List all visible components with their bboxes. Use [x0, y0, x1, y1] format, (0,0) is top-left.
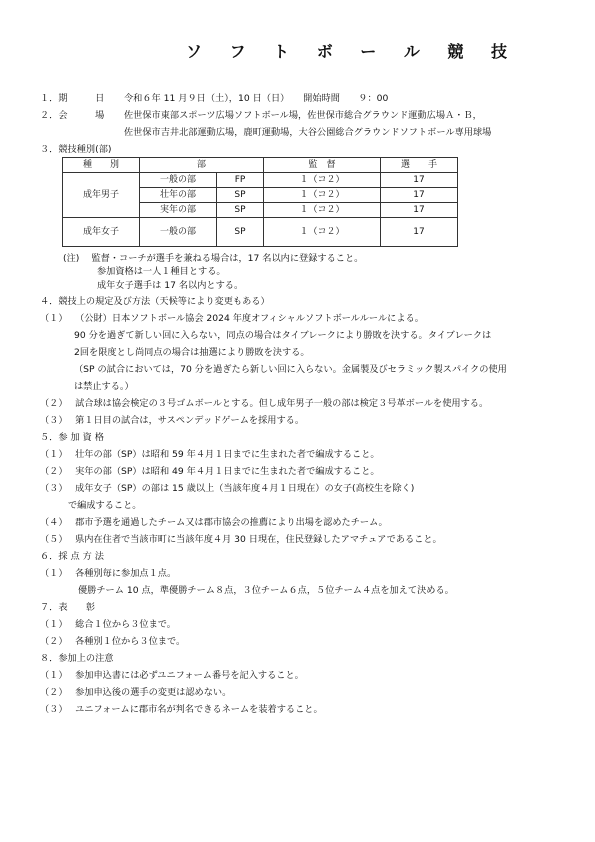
section-2-label: ２．会 場: [40, 110, 105, 121]
page-title: ソ フ ト ボ ー ル 競 技: [186, 42, 518, 61]
table-note-3: 成年女子選手は 17 名以内とする。: [97, 280, 244, 291]
table-header-row: [63, 158, 458, 173]
eligibility-line: （５） 県内在住者で当該市町に当該年度４月 30 日現在，住民登録したアマチュアであること。: [40, 534, 442, 545]
venue-line-2: 佐世保市吉井北部運動広場，鹿町運動場，大谷公園総合グラウンドソフトボール専用球場: [124, 127, 492, 138]
scoring-line: 優勝チーム 10 点，準優勝チーム８点，３位チーム６点，５位チーム４点を加えて決める。: [78, 585, 454, 596]
event-table: [62, 157, 458, 247]
coach-cell: １（コ２）: [264, 188, 381, 203]
type-cell: FP: [217, 173, 264, 188]
section-1-label: １．期 日: [40, 93, 105, 104]
venue-line-1: 佐世保市東部スポーツ広場ソフトボール場，佐世保市総合グラウンド運動広場Ａ・Ｂ，: [124, 110, 482, 121]
rule-line: （SP の試合においては，70 分を過ぎたら新しい回に入らない。金属製及びセラミック製スパイクの使用: [74, 364, 507, 375]
table-row: [63, 173, 458, 188]
eligibility-line: （４） 郡市予選を通過したチーム又は郡市協会の推薦により出場を認めたチーム。: [40, 517, 388, 528]
rule-line: は禁止する。）: [74, 381, 134, 392]
type-cell: SP: [217, 188, 264, 203]
header-category: 種 別: [63, 158, 140, 173]
coach-cell: １（コ２）: [264, 173, 381, 188]
section-8-heading: ８．参加上の注意: [40, 653, 114, 664]
coach-cell: １（コ２）: [264, 203, 381, 218]
header-division: 部: [140, 158, 264, 173]
division-cell: 壮年の部: [140, 188, 217, 203]
notice-line: （１） 参加申込書には必ずユニフォーム番号を記入すること。: [40, 670, 304, 681]
eligibility-line: （１） 壮年の部（SP）は昭和 59 年４月１日までに生まれた者で編成すること。: [40, 449, 380, 460]
table-note-2: 参加資格は一人１種目とする。: [97, 266, 226, 277]
section-1-text: 令和６年 11 月９日（土），10 日（日） 開始時間 ９：00: [124, 93, 389, 104]
table-note-1: (注) 監督・コーチが選手を兼ねる場合は，17 名以内に登録すること。: [63, 253, 364, 264]
notice-line: （２） 参加申込後の選手の変更は認めない。: [40, 687, 232, 698]
coach-cell: １（コ２）: [264, 218, 381, 247]
section-4-heading: ４．競技上の規定及び方法（天候等により変更もある）: [40, 296, 270, 307]
players-cell: 17: [381, 188, 458, 203]
notice-line: （３） ユニフォームに郡市名が判名できるネームを装着すること。: [40, 704, 323, 715]
section-3-heading: ３．競技種別(部): [40, 144, 112, 155]
type-cell: SP: [217, 218, 264, 247]
header-players: 選 手: [381, 158, 458, 173]
division-cell: 実年の部: [140, 203, 217, 218]
header-coach: 監 督: [264, 158, 381, 173]
category-cell: 成年男子: [63, 173, 140, 218]
eligibility-line: （３） 成年女子（SP）の部は 15 歳以上（当該年度４月１日現在）の女子(高校生を除く): [40, 483, 415, 494]
rule-line: （２） 試合球は協会検定の３号ゴムボールとする。但し成年男子一般の部は検定３号革ボールを使用する。: [40, 398, 489, 409]
eligibility-line: で編成すること。: [68, 500, 142, 511]
type-cell: SP: [217, 203, 264, 218]
rule-line: （１） （公財）日本ソフトボール協会 2024 年度オフィシャルソフトボールルールによる。: [40, 313, 424, 324]
section-5-heading: ５．参 加 資 格: [40, 432, 104, 443]
division-cell: 一般の部: [140, 173, 217, 188]
section-7-heading: ７．表 彰: [40, 602, 96, 613]
players-cell: 17: [381, 173, 458, 188]
award-line: （２） 各種別１位から３位まで。: [40, 636, 186, 647]
section-6-heading: ６．採 点 方 法: [40, 551, 104, 562]
rule-line: 90 分を過ぎて新しい回に入らない，同点の場合はタイブレークにより勝敗を決する。タイブレークは: [74, 330, 492, 341]
players-cell: 17: [381, 203, 458, 218]
eligibility-line: （２） 実年の部（SP）は昭和 49 年４月１日までに生まれた者で編成すること。: [40, 466, 380, 477]
award-line: （１） 総合１位から３位まで。: [40, 619, 176, 630]
rule-line: 2回を限度とし尚同点の場合は抽選により勝敗を決する。: [74, 347, 310, 358]
rule-line: （３） 第１日目の試合は，サスペンデッドゲームを採用する。: [40, 415, 305, 426]
scoring-line: （１） 各種別毎に参加点１点。: [40, 568, 177, 579]
division-cell: 一般の部: [140, 218, 217, 247]
table-row: [63, 218, 458, 247]
players-cell: 17: [381, 218, 458, 247]
category-cell: 成年女子: [63, 218, 140, 247]
